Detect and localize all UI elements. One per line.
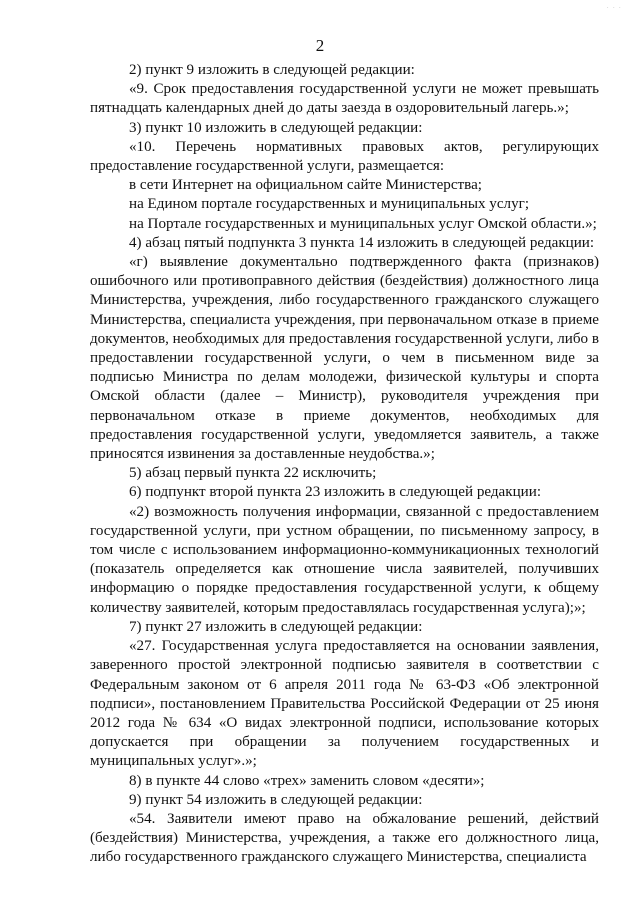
paragraph-item-9: 9) пункт 54 изложить в следующей редакции: — [129, 791, 423, 808]
paragraph-item-7: 7) пункт 27 изложить в следующей редакции: — [129, 618, 423, 635]
paragraph-subclause-2: «2) возможность получения информации, связанной с предоставлением государственной услуги, при устном обращении, по письменному запросу, в том числе с использованием информационно-коммуникационных технологий (показатель определяется как отношение числа заявителей, получивших информацию о порядке предоставления государственной услуги, к общему количеству заявителей, которым предоставлялась государственная услуга);»; — [90, 503, 599, 616]
scan-corner-mark: · · · — [606, 4, 622, 12]
page-number: 2 — [315, 36, 325, 55]
paragraph-clause-9: «9. Срок предоставления государственной услуги не может превышать пятнадцать календарных дней до даты заезда в оздоровительный лагерь.»; — [90, 81, 599, 117]
paragraph-item-2: 2) пункт 9 изложить в следующей редакции: — [129, 62, 415, 78]
paragraph-item-3: 3) пункт 10 изложить в следующей редакции: — [129, 119, 423, 136]
paragraph-item-4: 4) абзац пятый подпункта 3 пункта 14 изложить в следующей редакции: — [129, 234, 595, 251]
document-body — [90, 61, 599, 868]
paragraph-item-5: 5) абзац первый пункта 22 исключить; — [129, 465, 377, 482]
paragraph-unified-portal: на Едином портале государственных и муниципальных услуг; — [129, 196, 530, 213]
paragraph-item-6: 6) подпункт второй пункта 23 изложить в следующей редакции: — [129, 484, 542, 501]
paragraph-internet: в сети Интернет на официальном сайте Министерства; — [129, 177, 482, 194]
paragraph-item-8: 8) в пункте 44 слово «трех» заменить словом «десяти»; — [129, 772, 485, 789]
paragraph-clause-54: «54. Заявители имеют право на обжалование решений, действий (бездействия) Министерства, учреждения, а также его должностного лица, либо государственного гражданского служащего Министерства, специалиста — [90, 810, 599, 866]
paragraph-clause-27: «27. Государственная услуга предоставляется на основании заявления, заверенного простой электронной подписью заявителя в соответствии с Федеральным законом от 6 апреля 2011 года № 63-ФЗ «Об электронной подписи», постановлением Правительства Российской Федерации от 25 июня 2012 года № 634 «О видах электронной подписи, использование которых допускается при обращении за получением государственных и муниципальных услуг».»; — [90, 638, 599, 770]
paragraph-subclause-g: «г) выявление документально подтвержденного факта (признаков) ошибочного или противоправного действия (бездействия) должностного лица Министерства, учреждения, либо государственного гражданского служащего Министерства, специалиста учреждения, при первоначальном отказе в приеме документов, необходимых для предоставления государственной услуги, либо в предоставлении государственной услуги, о чем в письменном виде за подписью Министра по делам молодежи, физической культуры и спорта Омской области (далее – Министр), руководителя учреждения при первоначальном отказе в приеме документов, необходимых для предоставления государственной услуги, уведомляется заявитель, а также приносятся извинения за доставленные неудобства.»; — [90, 254, 600, 463]
paragraph-omsk-portal: на Портале государственных и муниципальных услуг Омской области.»; — [129, 215, 597, 232]
paragraph-clause-10: «10. Перечень нормативных правовых актов, регулирующих предоставление государственной услуги, размещается: — [90, 138, 599, 175]
